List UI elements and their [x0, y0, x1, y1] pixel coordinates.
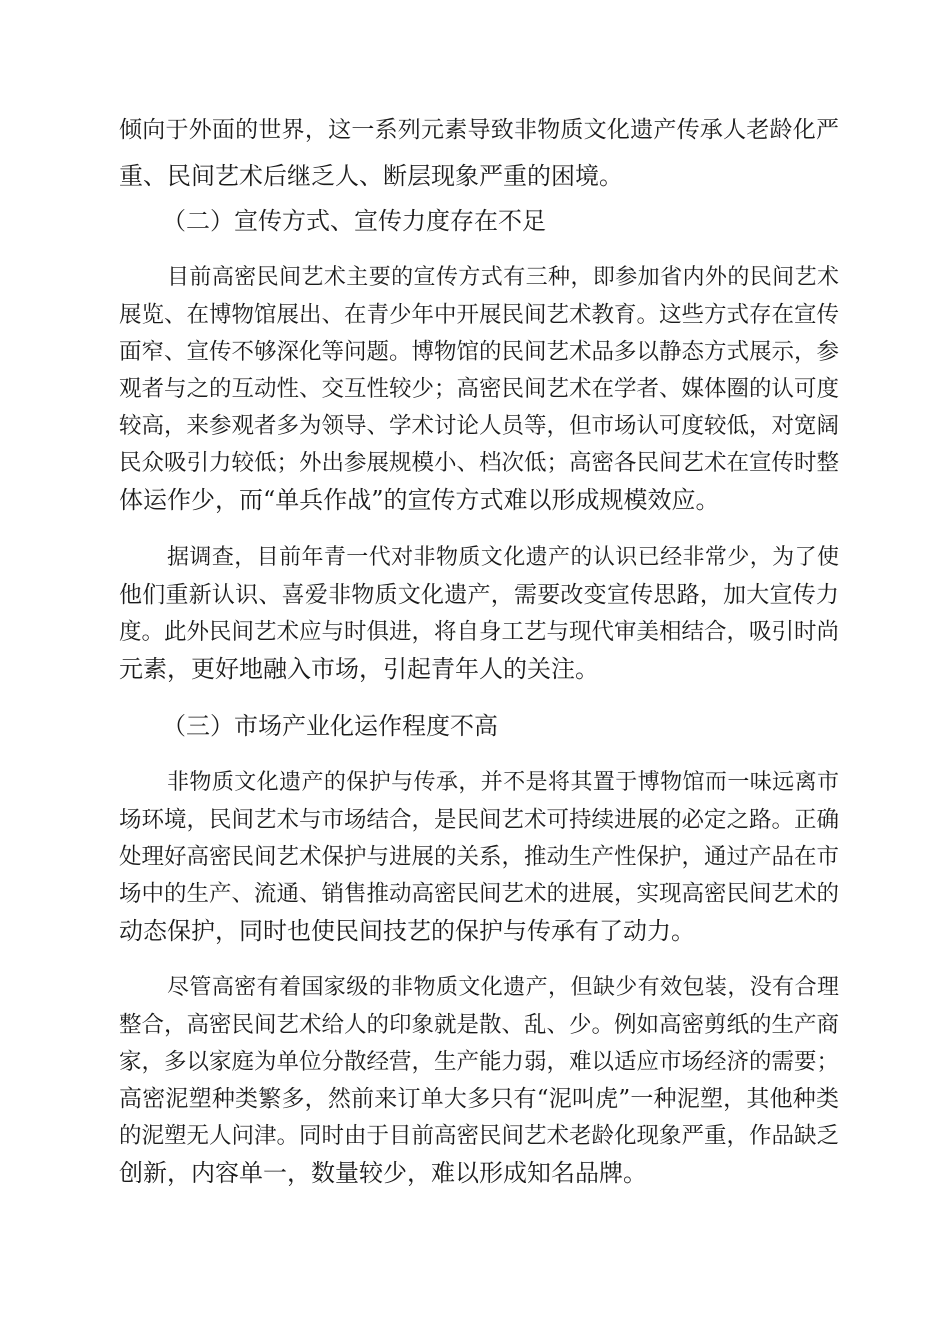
paragraph-line: 尽管高密有着国家级的非物质文化遗产，但缺少有效包装，没有合理 — [167, 975, 839, 1000]
paragraph-line: 观者与之的互动性、交互性较少；高密民间艺术在学者、媒体圈的认可度 — [119, 376, 840, 402]
paragraph-line: 据调查，目前年青一代对非物质文化遗产的认识已经非常少，为了使 — [167, 545, 839, 570]
paragraph-line: 目前高密民间艺术主要的宣传方式有三种，即参加省内外的民间艺术 — [167, 265, 839, 290]
paragraph-line: 高密泥塑种类繁多，然前来订单大多只有“泥叫虎”一种泥塑，其他种类 — [119, 1086, 839, 1112]
paragraph-line: 整合，高密民间艺术给人的印象就是散、乱、少。例如高密剪纸的生产商 — [119, 1012, 840, 1038]
paragraph-line: 体运作少，而“单兵作战”的宣传方式难以形成规模效应。 — [119, 486, 720, 514]
paragraph-line: 家，多以家庭为单位分散经营，生产能力弱，难以适应市场经济的需要； — [119, 1049, 840, 1075]
paragraph-line: 倾向于外面的世界，这一系列元素导致非物质文化遗产传承人老龄化严 — [119, 117, 839, 143]
paragraph-line: 民众吸引力较低；外出参展规模小、档次低；高密各民间艺术在宣传时整 — [119, 450, 840, 476]
paragraph-line: 面窄、宣传不够深化等问题。博物馆的民间艺术品多以静态方式展示，参 — [119, 339, 840, 365]
paragraph-line: 场中的生产、流通、销售推动高密民间艺术的进展，实现高密民间艺术的 — [119, 881, 840, 907]
paragraph-line: 元素，更好地融入市场，引起青年人的关注。 — [119, 655, 599, 683]
section-heading: （二）宣传方式、宣传力度存在不足 — [162, 207, 546, 235]
paragraph-line: 非物质文化遗产的保护与传承，并不是将其置于博物馆而一味远离市 — [167, 770, 839, 795]
section-heading: （三）市场产业化运作程度不高 — [162, 712, 498, 740]
paragraph-line: 他们重新认识、喜爱非物质文化遗产，需要改变宣传思路，加大宣传力 — [119, 582, 839, 608]
paragraph-line: 的泥塑无人问津。同时由于目前高密民间艺术老龄化现象严重，作品缺乏 — [119, 1123, 840, 1149]
paragraph-line: 重、民间艺术后继乏人、断层现象严重的困境。 — [119, 162, 623, 190]
paragraph-line: 展览、在博物馆展出、在青少年中开展民间艺术教育。这些方式存在宣传 — [119, 302, 840, 328]
paragraph-line: 场环境，民间艺术与市场结合，是民间艺术可持续进展的必定之路。正确 — [119, 807, 840, 833]
paragraph-line: 处理好高密民间艺术保护与进展的关系，推动生产性保护，通过产品在市 — [119, 844, 840, 870]
paragraph-line: 度。此外民间艺术应与时俱进，将自身工艺与现代审美相结合，吸引时尚 — [119, 619, 840, 645]
paragraph-line: 较高，来参观者多为领导、学术讨论人员等，但市场认可度较低，对宽阔 — [119, 413, 840, 439]
paragraph-line: 创新，内容单一，数量较少，难以形成知名品牌。 — [119, 1159, 647, 1187]
paragraph-line: 动态保护，同时也使民间技艺的保护与传承有了动力。 — [119, 917, 695, 945]
